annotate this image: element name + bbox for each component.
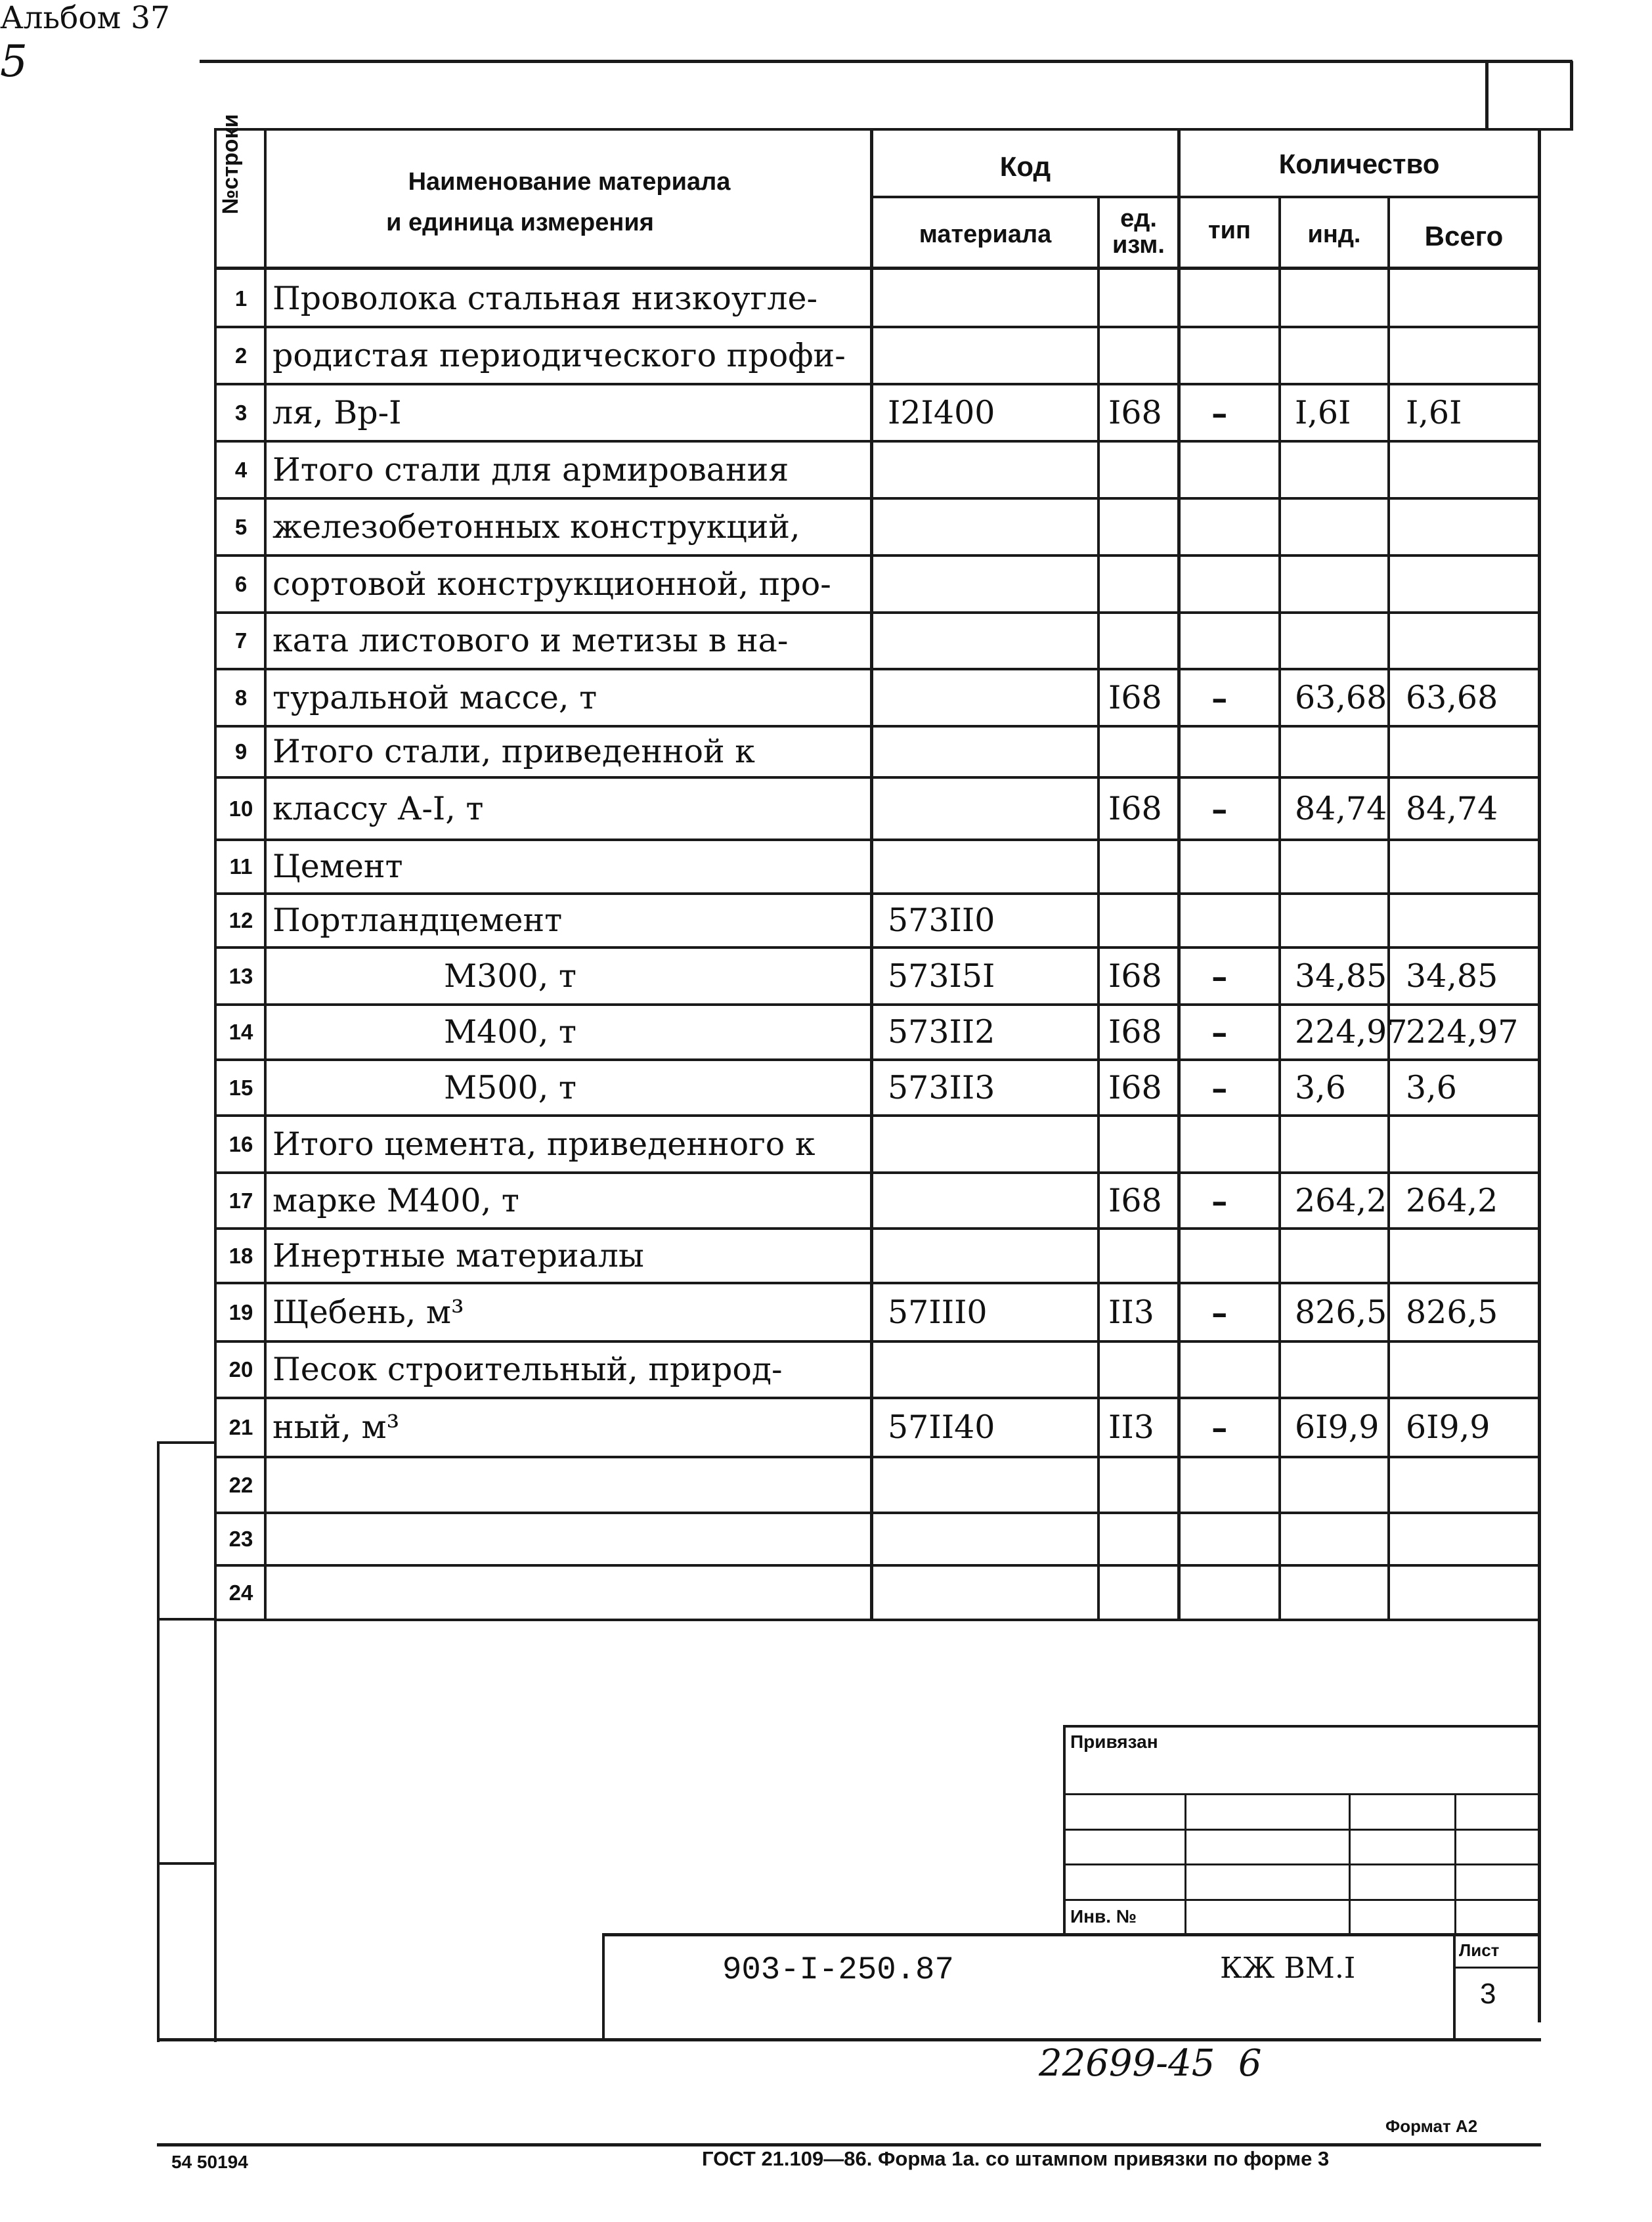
- main-stamp-top: [602, 1933, 1540, 1936]
- row-total: 826,5: [1406, 1293, 1498, 1331]
- row-number: 12: [228, 908, 253, 932]
- row-number: 16: [228, 1131, 253, 1156]
- footer-gost-note: ГОСТ 21.109—86. Форма 1а. со штампом привязки по форме 3: [702, 2147, 1330, 2170]
- row-type: –: [1211, 1181, 1228, 1220]
- row-type: –: [1211, 789, 1228, 828]
- row-name: М300, т: [444, 957, 576, 995]
- footer-left-code: 54 50194: [171, 2152, 248, 2172]
- row-type: –: [1211, 1068, 1228, 1107]
- row-total: I,6I: [1406, 393, 1462, 431]
- row-name: ля, Вр-I: [272, 393, 402, 431]
- header-row-no: №строки: [218, 114, 243, 215]
- row-name: Цемент: [272, 848, 403, 885]
- table-row-line: [214, 1512, 1540, 1514]
- sheet-number: 3: [1480, 1978, 1496, 2010]
- row-unit: I68: [1108, 678, 1162, 716]
- table-row-line: [214, 1171, 1540, 1174]
- stamp-h2: [1063, 1829, 1540, 1831]
- frame-second-line: [214, 128, 1573, 131]
- row-name: ката листового и метизы в на-: [272, 622, 789, 659]
- row-name: Щебень, м³: [272, 1293, 464, 1331]
- row-ind: 84,74: [1295, 789, 1387, 827]
- frame-right-line: [1538, 128, 1541, 2022]
- row-type: –: [1211, 1293, 1228, 1332]
- row-total: 84,74: [1406, 789, 1498, 827]
- table-row-line: [214, 1227, 1540, 1230]
- table-row-line: [214, 383, 1540, 385]
- row-number: 2: [234, 343, 248, 368]
- row-total: 3,6: [1406, 1068, 1457, 1106]
- doc-mark: КЖ ВМ.I: [1220, 1951, 1356, 1985]
- row-unit: I68: [1108, 1181, 1162, 1219]
- header-name-line1: Наименование материала: [408, 168, 731, 196]
- row-name: Итого стали, приведенной к: [272, 733, 755, 770]
- binding-strip-bottom: [157, 2038, 1541, 2041]
- row-unit: I68: [1108, 789, 1162, 827]
- row-number: 17: [228, 1188, 253, 1213]
- col-type-line: [1278, 197, 1281, 1620]
- row-ind: 826,5: [1295, 1293, 1387, 1331]
- row-number: 24: [228, 1580, 253, 1605]
- row-number: 7: [234, 628, 248, 653]
- header-material: материала: [919, 221, 1052, 248]
- row-number: 21: [228, 1415, 253, 1439]
- binding-strip-mid2: [157, 1862, 215, 1865]
- binding-strip-top: [157, 1441, 215, 1444]
- row-number: 19: [228, 1299, 253, 1324]
- row-number: 9: [234, 739, 248, 764]
- row-ind: 34,85: [1295, 957, 1387, 995]
- header-mid-line: [870, 196, 1540, 198]
- row-name: туральной массе, т: [272, 678, 598, 716]
- table-row-line: [214, 1397, 1540, 1399]
- main-stamp-sheet-left: [1453, 1933, 1456, 2041]
- stamp-h4: [1063, 1899, 1540, 1901]
- row-type: –: [1211, 678, 1228, 717]
- doc-code: 903-I-250.87: [722, 1951, 954, 1988]
- row-name: Песок строительный, природ-: [272, 1351, 783, 1388]
- row-number: 6: [234, 571, 248, 596]
- row-ind: I,6I: [1295, 393, 1351, 431]
- stamp-v3: [1454, 1793, 1456, 1934]
- row-number: 3: [234, 400, 248, 425]
- row-number: 5: [234, 514, 248, 539]
- row-type: –: [1211, 1408, 1228, 1447]
- row-name: Проволока стальная низкоугле-: [272, 279, 818, 317]
- row-unit: I68: [1108, 1013, 1162, 1051]
- row-name: Итого цемента, приведенного к: [272, 1125, 815, 1163]
- table-row-line: [214, 554, 1540, 557]
- handwritten-inventory: 22699-45 6: [1039, 2042, 1262, 2085]
- header-unit-line2: изм.: [1112, 231, 1165, 259]
- frame-top-line: [200, 60, 1573, 63]
- row-name: железобетонных конструкций,: [272, 508, 800, 546]
- table-row-line: [214, 1114, 1540, 1117]
- table-row-line: [214, 326, 1540, 328]
- row-number: 10: [228, 796, 253, 821]
- row-ind: 6I9,9: [1295, 1408, 1380, 1446]
- table-row-line: [214, 1564, 1540, 1567]
- row-name: Портландцемент: [272, 902, 563, 939]
- row-name: М500, т: [444, 1068, 576, 1106]
- row-code: 57III0: [888, 1293, 988, 1331]
- main-stamp-sheet-mid: [1453, 1967, 1540, 1969]
- row-code: 573II3: [888, 1068, 995, 1106]
- header-type: тип: [1208, 217, 1251, 244]
- row-unit: I68: [1108, 957, 1162, 995]
- stamp-inv-label: Инв. №: [1070, 1906, 1137, 1927]
- row-name: Итого стали для армирования: [272, 450, 789, 489]
- row-ind: 264,2: [1295, 1181, 1387, 1219]
- col-ind-line: [1387, 197, 1390, 1620]
- row-total: 63,68: [1406, 678, 1498, 716]
- row-total: 6I9,9: [1406, 1408, 1490, 1446]
- row-code: 573II0: [888, 902, 995, 939]
- row-name: М400, т: [444, 1013, 576, 1051]
- row-number: 15: [228, 1075, 253, 1100]
- row-number: 1: [234, 286, 248, 311]
- table-row-line: [214, 776, 1540, 779]
- header-quantity: Количество: [1278, 148, 1440, 179]
- footer-line: [157, 2143, 1541, 2146]
- row-code: 573I5I: [888, 957, 995, 995]
- table-row-line: [214, 1456, 1540, 1458]
- row-number: 20: [228, 1357, 253, 1382]
- row-type: –: [1211, 1013, 1228, 1051]
- row-number: 8: [234, 685, 248, 710]
- row-name: ный, м³: [272, 1408, 400, 1446]
- header-unit-line1: ед.: [1120, 205, 1157, 232]
- row-total: 34,85: [1406, 957, 1498, 995]
- row-code: 57II40: [888, 1408, 995, 1446]
- row-code: 573II2: [888, 1013, 995, 1051]
- header-ind: инд.: [1307, 221, 1361, 248]
- row-unit: I68: [1108, 1068, 1162, 1106]
- col-unit-line: [1097, 197, 1100, 1620]
- row-total: 264,2: [1406, 1181, 1498, 1219]
- row-unit: II3: [1108, 1408, 1154, 1446]
- stamp-h3: [1063, 1863, 1540, 1865]
- row-number: 18: [228, 1243, 253, 1268]
- row-unit: I68: [1108, 393, 1162, 431]
- table-row-line: [214, 892, 1540, 895]
- table-row-line: [214, 440, 1540, 443]
- row-number: 14: [228, 1020, 253, 1044]
- stamp-h1: [1063, 1793, 1540, 1795]
- row-ind: 3,6: [1295, 1068, 1346, 1106]
- table-row-line: [214, 1282, 1540, 1284]
- table-row-line: [214, 1340, 1540, 1343]
- row-number: 4: [234, 457, 248, 482]
- stamp-binding-label: Привязан: [1070, 1732, 1158, 1752]
- row-number: 13: [228, 963, 253, 988]
- header-code: Код: [999, 151, 1051, 182]
- album-label: Альбом 37: [0, 0, 170, 36]
- main-stamp-left: [602, 1933, 605, 2041]
- row-number: 22: [228, 1472, 253, 1497]
- row-type: –: [1211, 957, 1228, 995]
- stamp-binding-top: [1063, 1725, 1540, 1728]
- row-name: сортовой конструкционной, про-: [272, 565, 831, 603]
- header-name-line2: и единица измерения: [386, 209, 654, 236]
- row-number: 23: [228, 1527, 253, 1551]
- table-row-line: [214, 1619, 1540, 1621]
- table-row-line: [214, 946, 1540, 949]
- stamp-v1: [1185, 1793, 1186, 1934]
- stamp-v2: [1349, 1793, 1351, 1934]
- row-ind: 63,68: [1295, 678, 1387, 716]
- row-code: I2I400: [888, 393, 995, 431]
- header-bottom-line: [214, 267, 1540, 270]
- row-ind: 224,97: [1295, 1013, 1408, 1051]
- row-number: 11: [229, 854, 253, 879]
- table-row-line: [214, 839, 1540, 841]
- table-row-line: [214, 725, 1540, 728]
- row-name: Инертные материалы: [272, 1236, 644, 1274]
- row-type: –: [1211, 393, 1228, 432]
- row-unit: II3: [1108, 1293, 1154, 1331]
- corner-box-left: [1485, 61, 1489, 129]
- sheet-label: Лист: [1459, 1940, 1500, 1960]
- row-total: 224,97: [1406, 1013, 1519, 1051]
- header-total: Всего: [1424, 221, 1504, 251]
- corner-box-right: [1570, 61, 1573, 129]
- table-row-line: [214, 668, 1540, 670]
- format-label: Формат А2: [1385, 2116, 1478, 2136]
- table-row-line: [214, 497, 1540, 500]
- table-row-line: [214, 611, 1540, 614]
- row-name: родистая периодического профи-: [272, 336, 846, 374]
- binding-strip-mid1: [157, 1618, 215, 1621]
- binding-strip-left: [157, 1441, 160, 2042]
- row-name: марке М400, т: [272, 1181, 519, 1219]
- page-corner-number: 5: [0, 36, 28, 87]
- table-row-line: [214, 1058, 1540, 1061]
- table-row-line: [214, 1003, 1540, 1006]
- row-name: классу А-I, т: [272, 789, 484, 827]
